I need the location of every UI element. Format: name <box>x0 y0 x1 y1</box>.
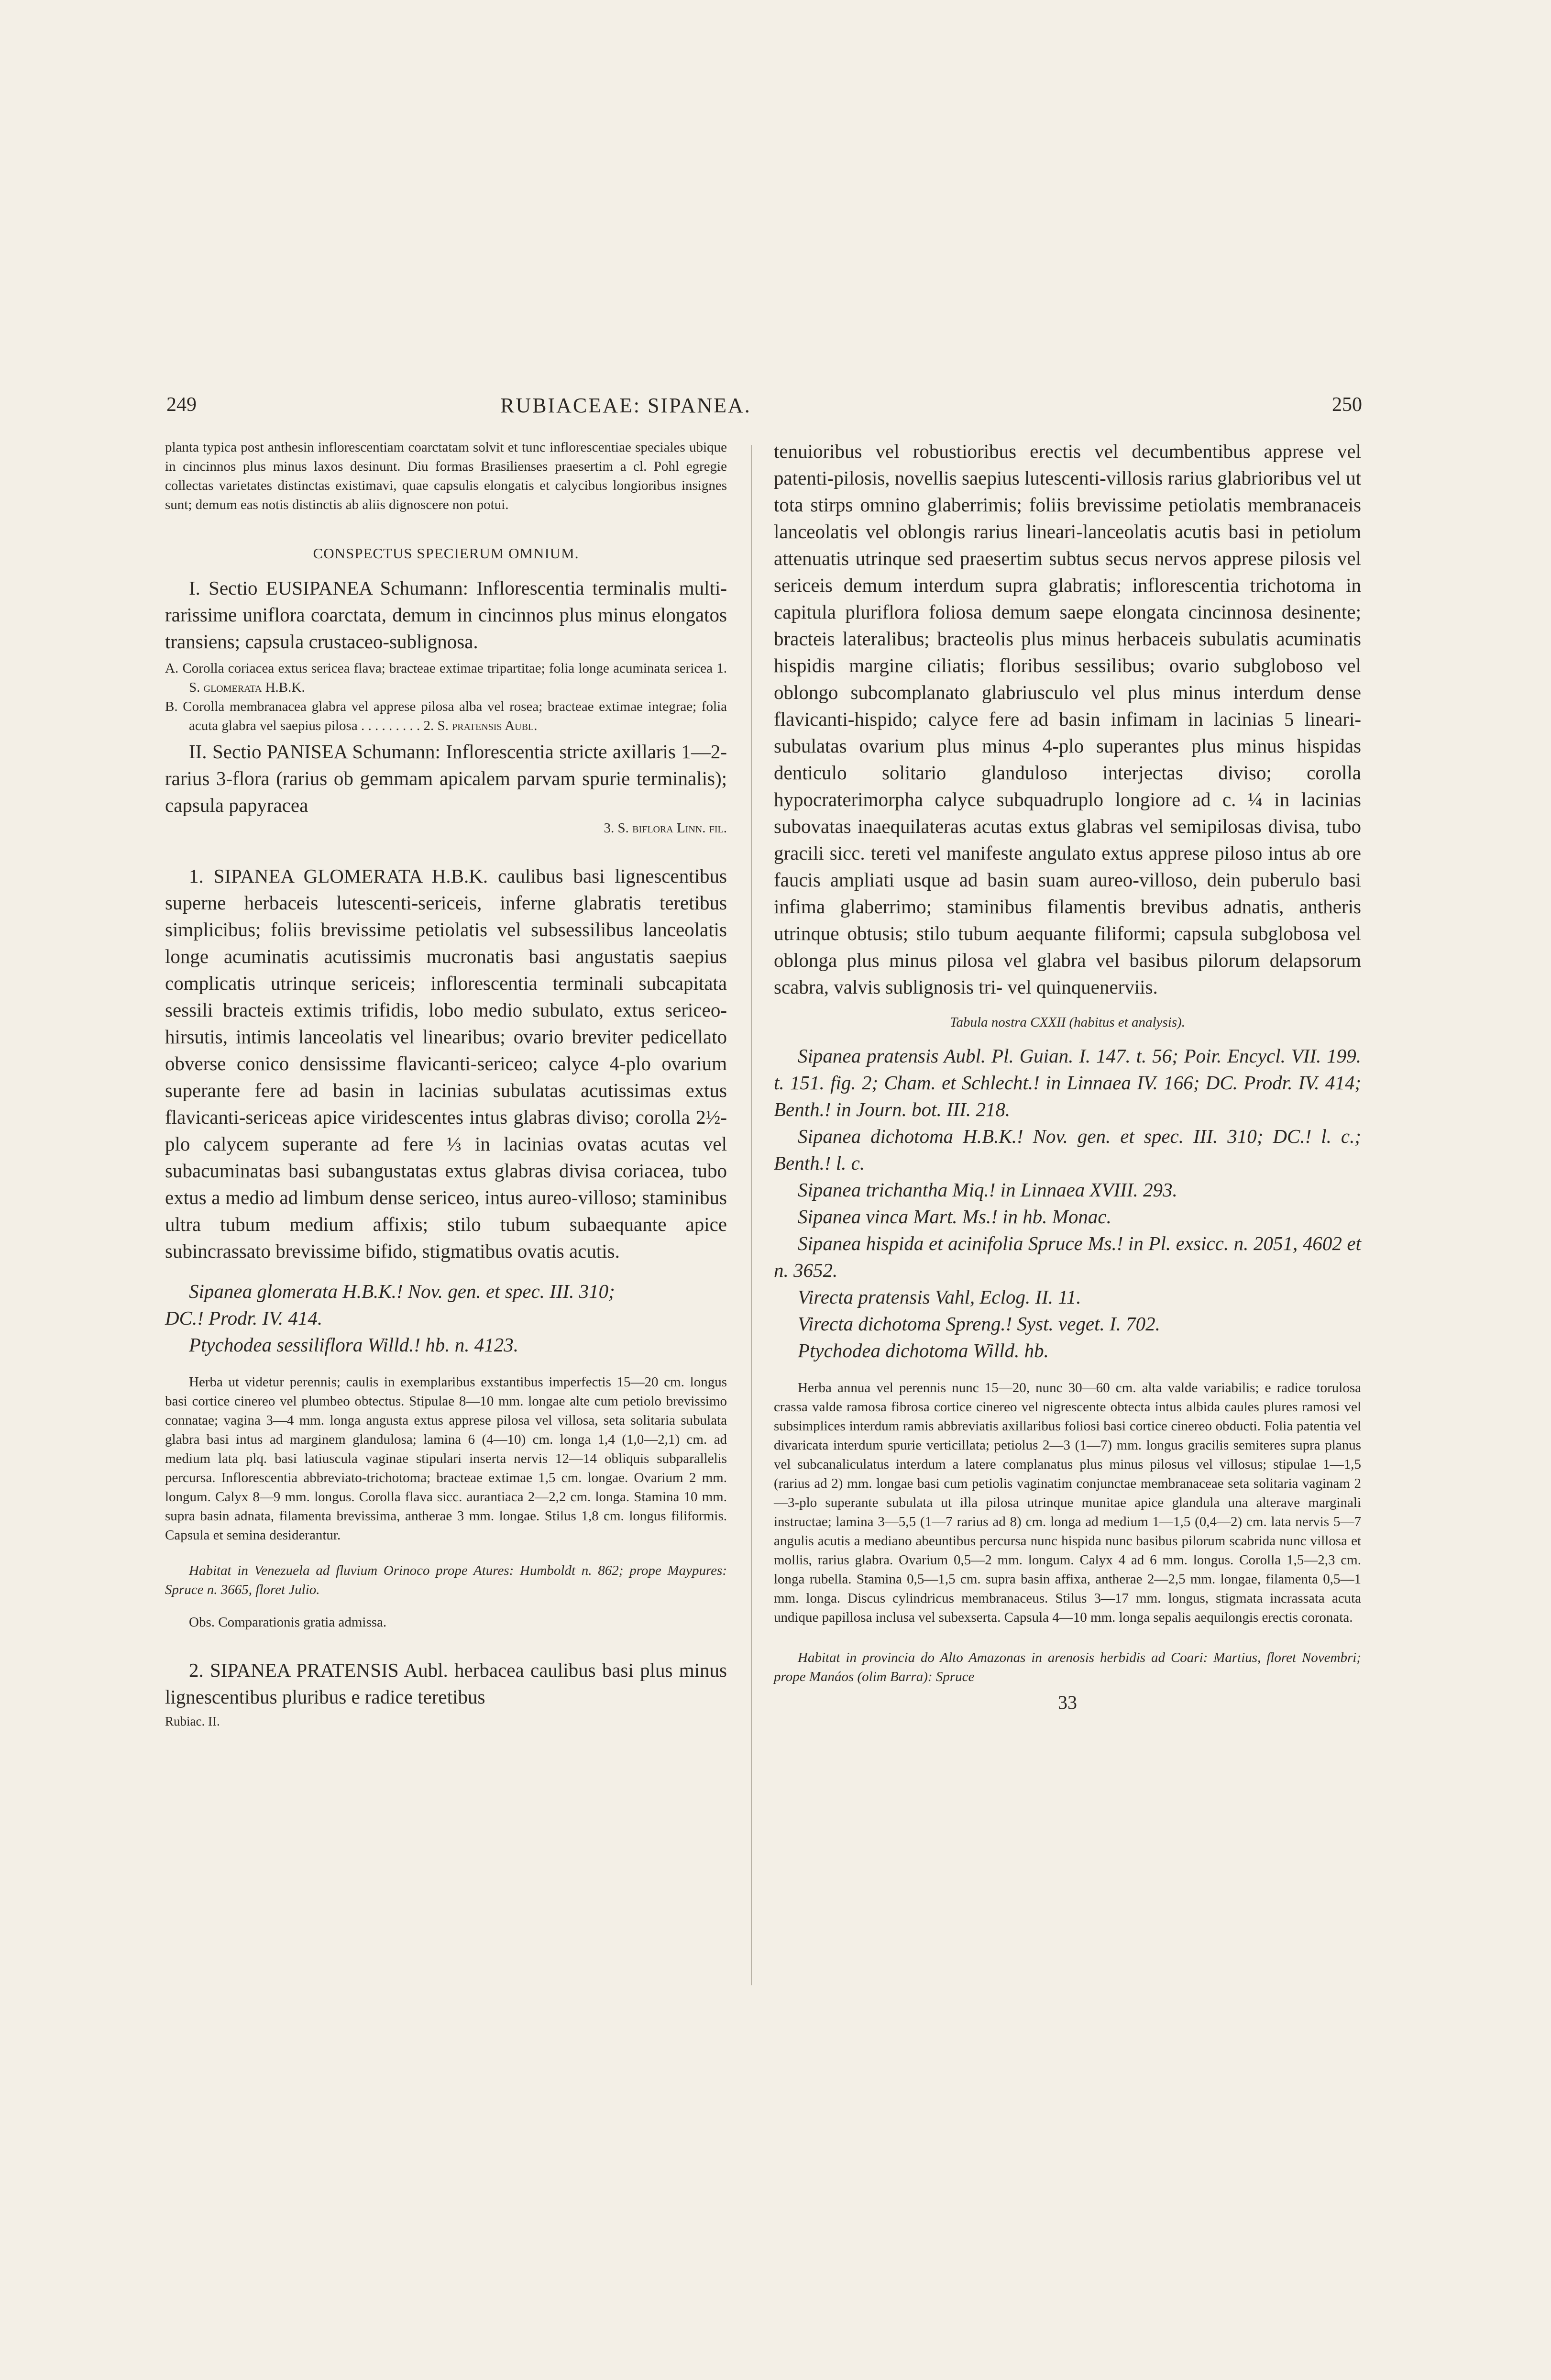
conspectus-heading: CONSPECTUS SPECIERUM OMNIUM. <box>313 545 579 562</box>
sectio-eusipanea: I. Sectio EUSIPANEA Schumann: Inflorescentia terminalis multi- rarissime uniflora coarctata, demum in cincinnos plus minus elongatos transiens; capsula crustaceo-sublignosa. <box>165 577 727 653</box>
species-1-description: 1. SIPANEA GLOMERATA H.B.K. caulibus basi lignescentibus superne herbaceis lutescenti-sericeis, inferne glabratis teretibus simplicibus; foliis brevissime petiolatis vel subsessilibus lanceolatis longe acuminatis acutissimis mucronatis basi angustatis saepius complicatis utrinque sericeis; inflorescentia terminali subcapitata sessili bracteis extimis trifidis, lobo medio subulato, extus sericeo-hirsutis, intimis lanceolatis vel linearibus; ovario breviter pedicellato obverse conico densissime flavicanti-sericeo; calyce 4-plo ovarium superante fere ad basin in lacinias subulatas acutissimas extus flavicanti-sericeas apice viridescentes intus glabras diviso; corolla 2½-plo calycem superante ad fere ⅓ in lacinias ovatas acutas vel subacuminatas basi subangustatas extus glabras divisa coriacea, tubo extus a medio ad limbum dense sericeo, intus aureo-villoso; staminibus ultra tubum medium affixis; stilo tubum subaequante apice subincrassato brevissime bifido, stigmatibus ovatis acutis. <box>165 865 727 1262</box>
observation-note: Obs. Comparationis gratia admissa. <box>189 1615 387 1630</box>
sectio-panisea-reference: 3. S. biflora Linn. fil. <box>604 820 727 836</box>
key-b <box>165 697 727 735</box>
sectio-panisea: II. Sectio PANISEA Schumann: Inflorescentia stricte axillaris 1—2- rarius 3-flora (rarius ob gemmam apicalem parvam spurie terminalis); capsula papyracea <box>165 741 727 816</box>
synonym-line: Ptychodea dichotoma Willd. hb. <box>798 1339 1049 1362</box>
species-2-description: tenuioribus vel robustioribus erectis vel decumbentibus apprese vel patenti-pilosis, novellis saepius lutescenti-villosis rarius glabrioribus vel ut tota stirps omnino glaberrimis; foliis brevissime petiolatis membranaceis lanceolatis vel oblongis rarius lineari-lanceolatis acutis basi in petiolum attenuatis utrinque sed praesertim subtus secus nervos apprese pilosis vel sericeis demum interdum supra glabratis; inflorescentia trichotoma in capitula pluriflora foliosa demum saepe elongata cincinnosa desinente; bracteis lateralibus; bracteolis plus minus herbaceis subulatis acuminatis hispidis margine ciliatis; floribus sessilibus; ovario subgloboso vel oblongo subcomplanato glabriusculo vel plus minus interdum dense flavicanti-hispido; calyce fere ad basin infimam in lacinias 5 lineari-subulatas ovarium plus minus 4-plo superantes plus minus hispidas denticulo solitario glanduloso interjectas diviso; corolla hypocraterimorpha calyce subquadruplo longiore ad c. ¼ in lacinias subovatas inaequilateras acutas extus glabras vel semipilosas divisa, tubo gracili sicc. tereti vel manifeste angulato extus apprese piloso intus ab ore faucis ampliati usque ad basin suam aureo-villoso, dein puberulo basi infima glaberrimo; staminibus filamentis brevibus adnatis, antheris utrinque obtusis; stilo tubum aequante filiformi; capsula subglobosa vel oblonga plus minus pilosa vel glabra vel basibus pilorum delapsorum scabra, valvis sublignosis tri- vel quinquenerviis. <box>774 440 1361 998</box>
page-header <box>166 393 1362 422</box>
synonym-line: Sipanea pratensis Aubl. Pl. Guian. I. 147. t. 56; Poir. Encycl. VII. 199. t. 151. fig. 2; Cham. et Schlecht.! in Linnaea IV. 166; DC. Prodr. IV. 414; Benth.! in Journ. bot. III. 218. <box>774 1045 1361 1120</box>
species-1-synonymy <box>165 1278 727 1358</box>
species-2-details: Herba annua vel perennis nunc 15—20, nunc 30—60 cm. alta valde variabilis; e radice torulosa crassa valde ramosa fibrosa cortice cinereo vel nigrescente obtecta intus albida caules plures ramosi vel subsimplices interdum ramis abbreviatis axillaribus foliosi basi cortice cinereo obducti. Folia patentia vel divaricata interdum spurie verticillata; petiolus 2—3 (1—7) mm. longus gracilis semiteres supra planus vel subcanaliculatus interdum a latere complanatus plus minus pilosus vel villosus; stipulae 1—1,5 (rarius ad 2) mm. longae basi cum petiolis vaginatim conjunctae membranaceae seta solitaria vaginam 2—3-plo superante subulata ut illa pilosa utrinque munitae apice glandula una alterave marginali instructae; lamina 3—5,5 (1—7 rarius ad 8) cm. longa ad medium 1—1,5 (0,4—2) cm. lata nervis 5—7 angulis acutis a mediano abeuntibus percursa nunc hispida nunc basibus pilorum scabrida nunc villosa et mollis, rarius glabra. Ovarium 0,5—2 mm. longum. Calyx 4 ad 6 mm. longus. Corolla 1,5—2,3 cm. longa rubella. Stamina 0,5—1,5 cm. supra basin affixa, antherae 2—2,5 mm. longae, filamenta 0,5—1 mm. longa. Discus cylindricus membranaceus. Stilus 3—17 mm. longus, stigmata incrassata acuta undique papillosa inclusa vel subexserta. Capsula 4—10 mm. longa sepalis aequilongis erectis coronata. <box>774 1380 1361 1625</box>
species-2-habitat: Habitat in provincia do Alto Amazonas in arenosis herbidis ad Coari: Martius, floret Novembri; prope Manáos (olim Barra): Spruce <box>774 1650 1361 1684</box>
key-b-text: B. Corolla membranacea glabra vel apprese pilosa alba vel rosea; bracteae extimae integrae; folia acuta glabra vel saepius pilosa . . . . . . . . . <box>165 699 727 733</box>
synonym-line: Sipanea hispida et acinifolia Spruce Ms.! in Pl. exsicc. n. 2051, 4602 et n. 3652. <box>774 1232 1361 1281</box>
synonym-line: Ptychodea sessiliflora Willd.! hb. n. 4123. <box>189 1334 518 1356</box>
synonym-line: Sipanea glomerata H.B.K.! Nov. gen. et spec. III. 310; <box>189 1280 615 1302</box>
key-a-text: A. Corolla coriacea extus sericea flava; bracteae extimae tripartitae; folia longe acuminata sericea <box>165 661 713 676</box>
species-2-synonymy <box>774 1042 1361 1364</box>
signature-mark: Rubiac. II. <box>165 1714 220 1728</box>
right-column <box>774 438 1361 1733</box>
key-a-reference: 1. S. glomerata H.B.K. <box>189 661 727 695</box>
species-1-details: Herba ut videtur perennis; caulis in exemplaribus exstantibus imperfectis 15—20 cm. longus basi cortice cinereo vel plumbeo obtectus. Stipulae 8—10 mm. longae alte cum petiolo brevissimo connatae; vagina 3—4 mm. longa angusta extus apprese pilosa vel villosa, seta solitaria subulata glabra basi intus ad marginem glandulosa; lamina 6 (4—10) cm. longa 1,4 (1,0—2,1) cm. ad medium lata plq. basi latiuscula vaginae stipulari inserta nervis 12—14 obliquis subparallelis percursa. Inflorescentia abbreviato-trichotoma; bracteae extimae 1,5 cm. longae. Ovarium 2 mm. longum. Calyx 8—9 mm. longus. Corolla flava sicc. aurantiaca 2—2,2 cm. longa. Stamina 10 mm. supra basin adnata, filamenta brevissima, antherae 3 mm. longae. Stilus 1,8 cm. longus filiformis. Capsula et semina desiderantur. <box>165 1374 727 1543</box>
left-column <box>165 438 727 1742</box>
species-2-heading: 2. SIPANEA PRATENSIS Aubl. herbacea caulibus basi plus minus lignescentibus pluribus e radice teretibus <box>165 1659 727 1708</box>
page-number-left: 249 <box>166 394 197 416</box>
intro-paragraph: planta typica post anthesin inflorescentiam coarctatam solvit et tunc inflorescentiae speciales ubique in cincinnos plus minus laxos desinunt. Diu formas Brasilienses praesertim a cl. Pohl egregie collectas varietates distinctas existimavi, quae capsulis elongatis et calycibus longioribus insignes sunt; demum eas notis distinctis ab aliis dignoscere non potui. <box>165 440 727 512</box>
synonym-line: Sipanea dichotoma H.B.K.! Nov. gen. et spec. III. 310; DC.! l. c.; Benth.! l. c. <box>774 1125 1361 1174</box>
synonym-line: DC.! Prodr. IV. 414. <box>165 1307 323 1329</box>
key-b-reference: 2. S. pratensis Aubl. <box>423 718 538 733</box>
page-number-right: 250 <box>1332 394 1362 416</box>
plate-reference: Tabula nostra CXXII (habitus et analysis). <box>950 1015 1185 1030</box>
key-a <box>165 659 727 697</box>
signature-number: 33 <box>1058 1692 1077 1713</box>
synonym-line: Virecta pratensis Vahl, Eclog. II. 11. <box>798 1286 1081 1308</box>
column-divider <box>751 445 752 1985</box>
species-1-habitat: Habitat in Venezuela ad fluvium Orinoco prope Atures: Humboldt n. 862; prope Maypures: Spruce n. 3665, floret Julio. <box>165 1563 727 1597</box>
running-title: RUBIACEAE: SIPANEA. <box>500 394 751 417</box>
synonym-line: Sipanea trichantha Miq.! in Linnaea XVIII. 293. <box>798 1179 1177 1201</box>
synonym-line: Sipanea vinca Mart. Ms.! in hb. Monac. <box>798 1206 1111 1228</box>
synonym-line: Virecta dichotoma Spreng.! Syst. veget. I. 702. <box>798 1313 1160 1335</box>
